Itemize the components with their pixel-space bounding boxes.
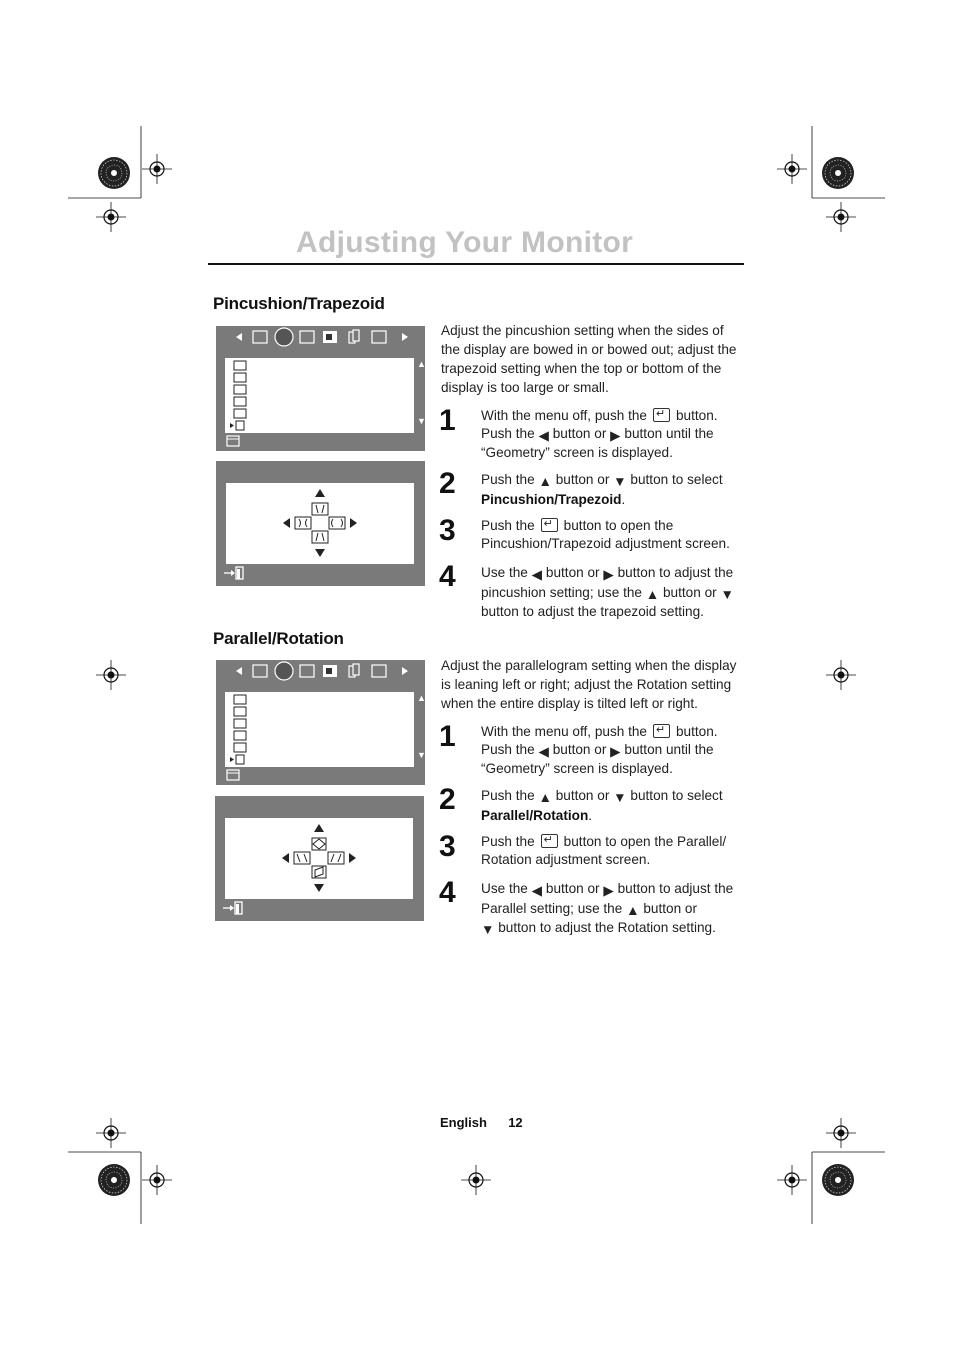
step-number: 2 [439,783,456,816]
step-text: Push the ▲ button or ▼ button to select Parallel/Rotation. [481,788,723,823]
section-heading-parallel: Parallel/Rotation [213,629,344,648]
step-number: 2 [439,467,456,500]
down-triangle-icon [315,549,325,557]
left-triangle-icon [283,518,290,528]
enter-button-icon [541,834,558,848]
right-triangle-icon: ▶ [603,883,614,898]
right-triangle-icon [402,333,408,341]
right-triangle-icon [349,853,356,863]
up-triangle-icon: ▲ [645,586,660,602]
osd-pincushion-adjust [216,461,425,586]
osd-adjust-area [225,818,413,899]
menu-icon [226,435,240,447]
step-text: Push the↵ button to open the Pincushion/Trapezoid adjustment screen. [481,517,743,552]
geometry-icon-selected [275,662,293,680]
up-triangle-icon: ▲ [626,902,640,918]
down-triangle-icon: ▼ [613,790,627,805]
menu-icon [226,769,240,781]
page-title: Adjusting Your Monitor [296,226,634,259]
exit-icon[interactable] [222,901,244,915]
geometry-icon-selected [275,328,293,346]
left-triangle-icon: ◀ [531,567,543,582]
footer-language: English [440,1115,487,1130]
left-triangle-icon: ◀ [531,883,543,898]
osd-adjust-area [226,483,414,564]
osd-geometry-menu [216,326,425,451]
section-heading-pincushion: Pincushion/Trapezoid [213,294,385,313]
step-text: With the menu off, push the↵ button. Push the ◀ button or ▶ button until the “Geometry” screen is displayed. [481,723,743,778]
step-number: 4 [439,876,456,909]
title-divider [208,263,744,265]
left-triangle-icon [236,667,242,675]
left-triangle-icon [236,333,242,341]
up-triangle-icon [315,489,325,497]
osd-parallel-adjust [215,796,424,921]
down-triangle-icon: ▼ [481,922,495,937]
osd-geometry-menu [216,660,425,785]
left-triangle-icon [282,853,289,863]
osd-menu-list [225,692,414,767]
footer-page-number: 12 [508,1115,523,1130]
up-triangle-icon: ▲ [538,790,552,805]
pincushion-trapezoid-control-icons [226,483,414,564]
scroll-down-arrow[interactable]: ▼ [417,416,426,426]
right-triangle-icon [350,518,357,528]
step-text: Push the↵ button to open the Parallel/ Rotation adjustment screen. [481,833,743,868]
step-number: 4 [439,560,456,593]
osd-menu-list [225,358,414,433]
step-text: Push the ▲ button or ▼ button to select Pincushion/Trapezoid. [481,472,723,507]
enter-button-icon [541,518,558,532]
step-number: 3 [439,830,456,863]
right-triangle-icon [402,667,408,675]
right-triangle-icon: ▶ [603,567,614,582]
scroll-up-arrow[interactable]: ▲ [417,693,426,703]
page-footer [440,1115,523,1130]
step-number: 1 [439,404,456,437]
down-triangle-icon: ▼ [613,474,627,489]
enter-button-icon [653,408,670,422]
right-triangle-icon: ▶ [610,427,621,443]
down-triangle-icon: ▼ [720,586,734,602]
exit-icon[interactable] [223,566,245,580]
osd-menu-item-icons [225,692,255,767]
up-triangle-icon [314,824,324,832]
step-text: Use the ◀ button or ▶ button to adjust the pincushion setting; use the ▲ button or ▼ button to adjust the trapezoid setting. [481,565,734,619]
enter-button-icon [653,724,670,738]
right-triangle-icon: ▶ [610,743,621,759]
step-text: With the menu off, push the↵ button. Push the ◀ button or ▶ button until the “Geometry” screen is displayed. [481,407,743,462]
step-number: 3 [439,514,456,547]
left-triangle-icon: ◀ [538,743,549,759]
down-triangle-icon [314,884,324,892]
scroll-down-arrow[interactable]: ▼ [417,750,426,760]
pincushion-intro: Adjust the pincushion setting when the sides of the display are bowed in or bowed out; adjust the trapezoid setting when the top or bottom of the display is too large or small. [441,323,737,395]
left-triangle-icon: ◀ [538,427,549,443]
scroll-up-arrow[interactable]: ▲ [417,359,426,369]
parallel-rotation-control-icons [225,818,413,899]
parallel-intro: Adjust the parallelogram setting when the display is leaning left or right; adjust the Rotation setting when the entire display is tilted left or right. [441,658,737,711]
step-number: 1 [439,720,456,753]
up-triangle-icon: ▲ [538,474,552,489]
step-text: Use the ◀ button or ▶ button to adjust the Parallel setting; use the ▲ button or ▼ button to adjust the Rotation setting. [481,881,734,937]
osd-menu-item-icons [225,358,255,433]
